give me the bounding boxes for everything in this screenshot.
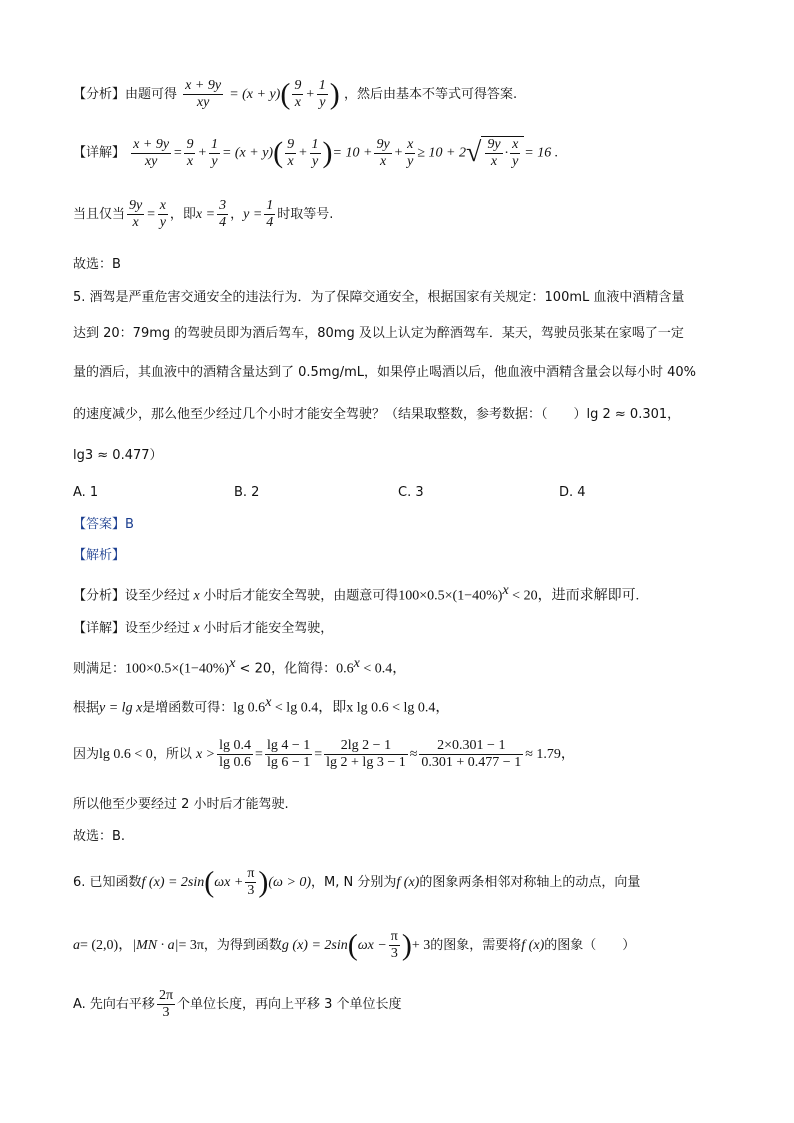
q5-stem-line-4: 的速度减少，那么他至少经过几个小时才能安全驾驶？（结果取整数，参考数据：（ ）lg 2 ≈ 0.301， xyxy=(73,407,681,422)
analysis-label: 【分析】 xyxy=(73,588,126,604)
q5-analysis-line: 【分析】设至少经过 x 小时后才能安全驾驶，由题意可得$100\times 0.5\times(1-40\%)^x < 20$，进而求解即可. xyxy=(73,583,640,604)
detail-label: 【详解】 xyxy=(73,145,126,161)
fraction: $\frac{x + 9y}{xy}$ xyxy=(185,78,222,111)
q6-option-a: A. 先向右平移 $\frac{2\pi}{3}$ 个单位长度，再向上平移 3 个单位长度 xyxy=(73,988,402,1021)
detail-label: 【详解】 xyxy=(73,621,126,636)
q5-stem-line-1: 5. 酒驾是严重危害交通安全的违法行为．为了保障交通安全，根据国家有关规定：100mL 血液中酒精含量 xyxy=(73,290,685,305)
q5-answer: 故选：B. xyxy=(73,829,126,844)
solution-tag: 【解析】 xyxy=(73,548,126,563)
q5-stem-line-2: 达到 20：79mg 的驾驶员即为酒后驾车，80mg 及以上认定为醉酒驾车．某天，驾驶员张某在家喝了一定 xyxy=(73,326,684,341)
p4-analysis-line: 【分析】由题可得 $\frac{x + 9y}{xy}$ = (x + y)( $\frac{9}{x}$ + $\frac{1}{y}$ ) ，然后由基本不等式可得答案. xyxy=(73,77,518,111)
q5-condition-line: 则满足：$100\times 0.5\times(1-40\%)^x < 20$，化简得：$0.6^x < 0.4$， xyxy=(73,656,407,677)
q5-monotonic-line: 根据y = lg x是增函数可得：$\lg 0.6^x < \lg 0.4$，即x lg 0.6 < lg 0.4， xyxy=(73,695,450,716)
option-b: B. 2 xyxy=(234,485,260,500)
q6-stem-line-2: a= (2,0)，|MN · a|= 3π，为得到函数g (x) = 2sin(ωx − $\frac{\pi}{3}$ )+ 3的图象，需要将f (x)的图象（ ） xyxy=(73,928,636,962)
q5-because-line: 因为lg 0.6 < 0，所以 x > $\frac{\lg 0.4}{\lg 0.6}$ = $\frac{\lg 4 - 1}{\lg 6 - 1}$ = $\frac{2\lg 2 - 1}{\lg 2 + \lg 3 - 1}$ ≈ $\frac{2\times 0.301 - 1}{0.301 + 0.477 - 1}$ ≈ 1.79， xyxy=(73,738,575,771)
q5-stem-line-5: lg3 ≈ 0.477） xyxy=(73,448,163,463)
analysis-label: 【分析】 xyxy=(73,87,126,103)
answer-tag: 【答案】B xyxy=(73,517,134,532)
q5-stem-line-3: 量的酒后，其血液中的酒精含量达到了 0.5mg/mL，如果停止喝酒以后，他血液中酒精含量会以每小时 40% xyxy=(73,365,697,380)
p4-detail-line: 【详解】 $\frac{x + 9y}{xy}$ = $\frac{9}{x}$ + $\frac{1}{y}$ = (x + y)( $\frac{9}{x}$ + $\frac{1}{y}$ )= 10 + $\frac{9y}{x}$ + $\frac{x}{y}$ ≥ 10 + 2√ $\frac{9y}{x}$ · $\frac{x}{y}$ = 16 . xyxy=(73,136,559,170)
q6-stem-line-1: 6. 已知函数f (x) = 2sin(ωx + $\frac{\pi}{3}$ )(ω > 0)，M, N 分别为f (x)的图象两条相邻对称轴上的动点，向量 xyxy=(73,865,641,899)
q5-detail-line: 【详解】设至少经过 x 小时后才能安全驾驶， xyxy=(73,621,334,636)
q5-conclusion: 所以他至少要经过 2 小时后才能驾驶. xyxy=(73,797,289,812)
option-a: A. 1 xyxy=(73,485,99,500)
p4-answer: 故选：B xyxy=(73,257,121,272)
p4-equality-line: 当且仅当 $\frac{9y}{x}$ = $\frac{x}{y}$ ，即x = $\frac{3}{4}$ ，y = $\frac{1}{4}$ 时取等号. xyxy=(73,198,334,231)
option-d: D. 4 xyxy=(559,485,586,500)
option-c: C. 3 xyxy=(398,485,424,500)
